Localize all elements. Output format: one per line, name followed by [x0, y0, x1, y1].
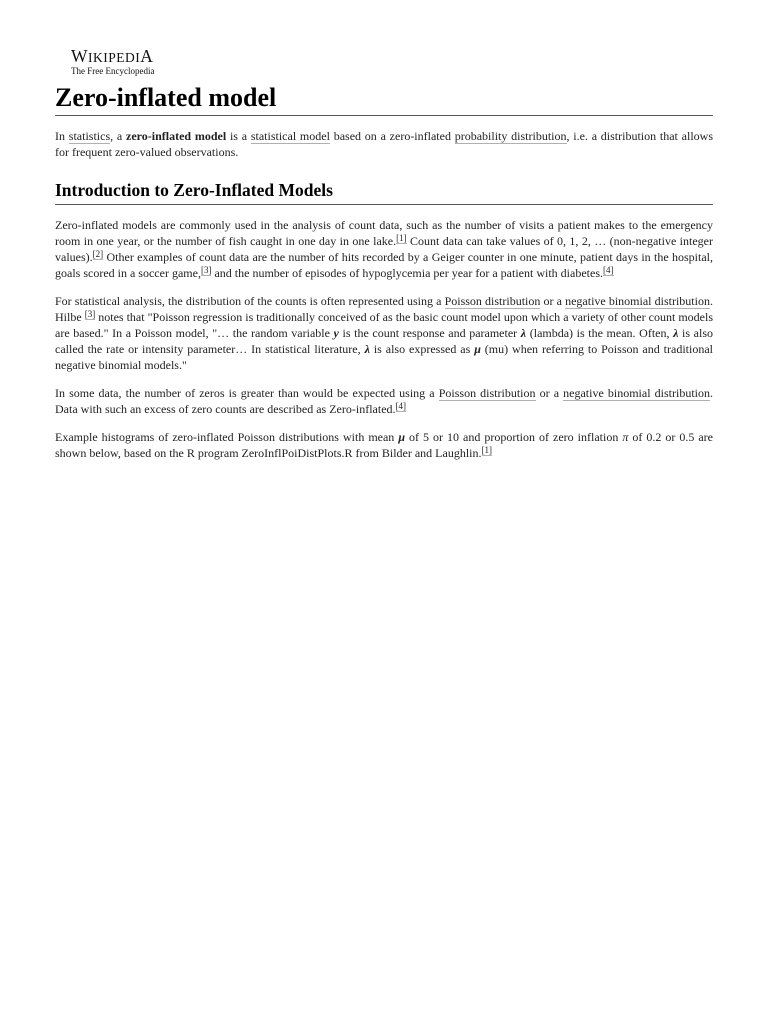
- article: [55, 48, 713, 461]
- text: or a: [540, 294, 566, 309]
- text: is the count response and parameter: [338, 326, 521, 341]
- math-symbol: λ: [673, 326, 679, 341]
- citation-link[interactable]: [4]: [395, 401, 407, 412]
- text: based on a zero-inflated: [329, 128, 455, 143]
- bold-term: zero-inflated model: [126, 128, 227, 143]
- citation-link[interactable]: [1]: [396, 233, 407, 244]
- link-poisson-distribution[interactable]: Poisson distribution: [444, 294, 541, 309]
- text: For statistical analysis, the distribution of the counts is often represented using a: [55, 294, 445, 309]
- citation-link[interactable]: [4]: [603, 265, 614, 276]
- logo-tagline: The Free Encyclopedia: [71, 65, 155, 76]
- text: is a: [226, 128, 251, 143]
- logo-wordmark: WIKIPEDIA: [71, 46, 154, 66]
- citation-link[interactable]: [3]: [84, 309, 96, 320]
- link-negative-binomial-distribution[interactable]: negative binomial distribution: [563, 386, 710, 401]
- text: (lambda) is the mean. Often,: [526, 326, 674, 341]
- math-symbol: μ: [398, 430, 405, 445]
- math-symbol: μ: [474, 342, 481, 357]
- math-symbol: λ: [520, 326, 527, 341]
- link-statistics[interactable]: statistics: [68, 128, 111, 143]
- citation[interactable]: [85, 309, 96, 320]
- paragraph-2: [55, 293, 713, 373]
- link-statistical-model[interactable]: statistical model: [250, 128, 330, 143]
- text: and the number of episodes of hypoglycemia per year for a patient with diabetes.: [211, 266, 603, 281]
- paragraph-3: [55, 385, 713, 417]
- text: , a: [110, 128, 126, 143]
- citation[interactable]: [396, 401, 407, 412]
- wikipedia-logo[interactable]: [71, 48, 713, 76]
- text: In some data, the number of zeros is greater than would be expected using a: [55, 386, 439, 401]
- text: . Hilbe: [55, 294, 713, 325]
- text: of 0.2 or 0.5 are shown below, based on the R program ZeroInflPoiDistPlots.R from Bilder and Laughlin.: [55, 430, 714, 461]
- citation-link[interactable]: [3]: [200, 265, 212, 276]
- text: is also called the rate or intensity parameter… In statistical literature,: [55, 326, 714, 357]
- math-symbol: π: [622, 430, 629, 445]
- citation[interactable]: [603, 265, 614, 276]
- link-probability-distribution[interactable]: probability distribution: [454, 128, 567, 143]
- link-negative-binomial-distribution[interactable]: negative binomial distribution: [565, 294, 710, 309]
- page-title: Zero-inflated model: [55, 84, 713, 116]
- citation[interactable]: [93, 249, 104, 260]
- citation-link[interactable]: [1]: [481, 445, 492, 456]
- paragraph-1: [55, 217, 713, 281]
- math-symbol: y: [333, 326, 339, 341]
- text: . Data with such an excess of zero counts are described as Zero-inflated.: [55, 386, 713, 417]
- citation[interactable]: [396, 233, 407, 244]
- link-poisson-distribution[interactable]: Poisson distribution: [438, 386, 536, 401]
- citation-link[interactable]: [2]: [92, 249, 104, 260]
- text: or a: [535, 386, 564, 401]
- lead-paragraph: [55, 128, 713, 160]
- text: Other examples of count data are the number of hits recorded by a Geiger counter in one minute, patient days in the hospital, goals scored in a soccer game,: [55, 250, 713, 281]
- text: Example histograms of zero-inflated Poisson distributions with mean: [55, 430, 399, 445]
- text: is also expressed as: [369, 342, 475, 357]
- text: , i.e. a distribution that allows for frequent zero-valued observations.: [55, 128, 713, 159]
- paragraph-4: [55, 429, 713, 461]
- math-symbol: λ: [364, 342, 370, 357]
- citation[interactable]: [201, 265, 212, 276]
- section-heading: Introduction to Zero-Inflated Models: [55, 181, 713, 205]
- citation[interactable]: [482, 445, 493, 456]
- text: Count data can take values of 0, 1, 2, … (non-negative integer values).: [55, 234, 713, 265]
- text: In: [55, 128, 69, 143]
- text: Zero-inflated models are commonly used in the analysis of count data, such as the number of visits a patient makes to the emergency room in one year, or the number of fish caught in one day in one lake.: [55, 218, 713, 249]
- text: (mu) when referring to Poisson and traditional negative binomial models.": [55, 342, 713, 373]
- text: of 5 or 10 and proportion of zero inflation: [405, 430, 623, 445]
- text: notes that "Poisson regression is traditionally conceived of as the basic count model upon which a variety of other count models are based." In a Poisson model, "… the random variable: [55, 310, 713, 341]
